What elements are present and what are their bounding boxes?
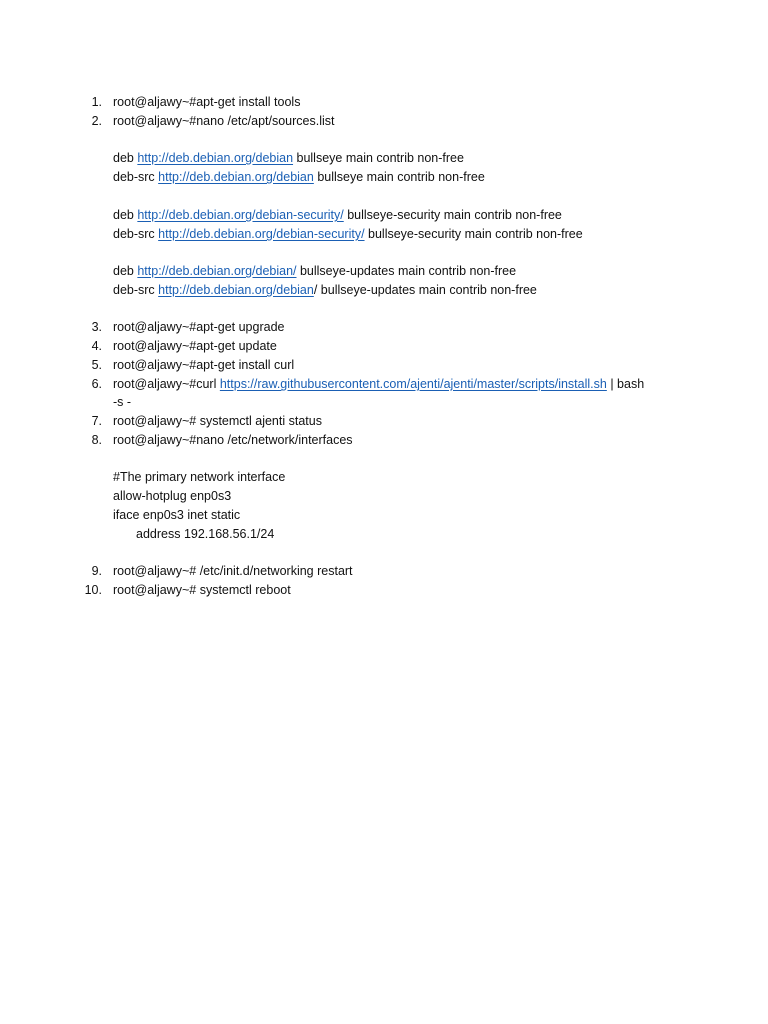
list-item-text: root@aljawy~#apt-get install tools <box>113 95 301 109</box>
list-number: 3. <box>91 320 102 334</box>
list-item-text: root@aljawy~# systemctl reboot <box>113 583 291 597</box>
list-number: 5. <box>91 358 102 372</box>
source-suffix: bullseye-security main contrib non-free <box>343 208 562 222</box>
list-item-text: root@aljawy~#nano /etc/apt/sources.list <box>113 114 335 128</box>
source-suffix: bullseye main contrib non-free <box>293 151 464 165</box>
source-suffix: bullseye-security main contrib non-free <box>364 227 583 241</box>
source-link[interactable]: http://deb.debian.org/debian-security/ <box>158 227 365 241</box>
list-item-text: root@aljawy~#apt-get upgrade <box>113 320 285 334</box>
list-number: 4. <box>91 339 102 353</box>
list-item-text: root@aljawy~# /etc/init.d/networking restart <box>113 564 353 578</box>
source-prefix: deb-src <box>113 283 159 297</box>
list-number: 10. <box>84 583 102 597</box>
list-number: 7. <box>91 414 102 428</box>
list-number: 9. <box>91 564 102 578</box>
source-link[interactable]: http://deb.debian.org/debian <box>137 151 294 165</box>
list-item-text: root@aljawy~# systemctl ajenti status <box>113 414 322 428</box>
source-line <box>113 149 464 167</box>
list-number: 1. <box>91 95 102 109</box>
list-number: 8. <box>91 433 102 447</box>
source-line <box>113 262 516 280</box>
interfaces-allow: allow-hotplug enp0s3 <box>113 489 232 503</box>
source-suffix: / bullseye-updates main contrib non-free <box>313 283 537 297</box>
command-suffix: | bash <box>606 377 645 391</box>
list-number: 6. <box>91 377 102 391</box>
source-line <box>113 168 485 186</box>
source-suffix: bullseye main contrib non-free <box>313 170 485 184</box>
source-link[interactable]: http://deb.debian.org/debian-security/ <box>137 208 344 222</box>
source-line <box>113 225 583 243</box>
source-link[interactable]: http://deb.debian.org/debian/ <box>137 264 297 278</box>
list-item-text <box>113 375 644 393</box>
list-item-text: root@aljawy~#apt-get install curl <box>113 358 295 372</box>
source-line <box>113 281 537 299</box>
source-prefix: deb <box>113 208 138 222</box>
list-item-text: root@aljawy~#apt-get update <box>113 339 277 353</box>
source-prefix: deb <box>113 264 138 278</box>
interfaces-iface: iface enp0s3 inet static <box>113 508 241 522</box>
source-prefix: deb-src <box>113 227 159 241</box>
source-line <box>113 206 562 224</box>
source-link[interactable]: http://deb.debian.org/debian <box>158 283 314 297</box>
source-link[interactable]: http://deb.debian.org/debian <box>158 170 314 184</box>
list-item-text: root@aljawy~#nano /etc/network/interfaces <box>113 433 353 447</box>
interfaces-comment: #The primary network interface <box>113 470 286 484</box>
list-item-wrap: -s - <box>113 395 132 409</box>
list-number: 2. <box>91 114 102 128</box>
command-prefix: root@aljawy~#curl <box>113 377 220 391</box>
source-prefix: deb <box>113 151 138 165</box>
source-prefix: deb-src <box>113 170 159 184</box>
source-suffix: bullseye-updates main contrib non-free <box>296 264 517 278</box>
install-script-link[interactable]: https://raw.githubusercontent.com/ajenti/ajenti/master/scripts/install.sh <box>219 377 607 391</box>
interfaces-address: address 192.168.56.1/24 <box>136 527 275 541</box>
